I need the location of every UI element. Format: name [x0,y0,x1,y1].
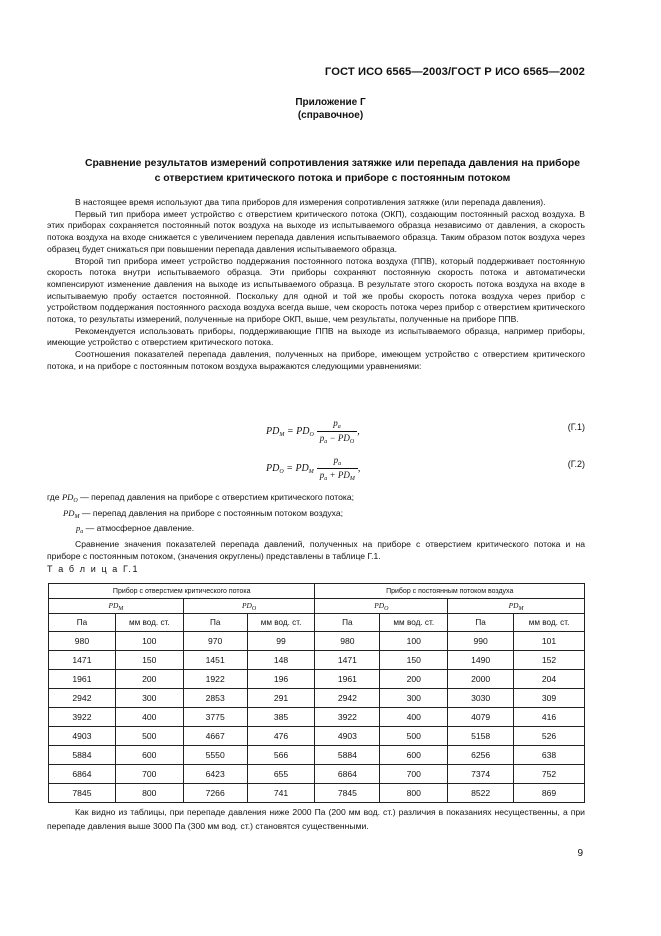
table-row [49,651,585,670]
table-cell: 2942 [315,689,380,708]
paragraph: Первый тип прибора имеет устройство с отверстием критического потока (ОКП), создающим постоянный расход воздуха. В этих приборах сохраняется постоянный поток воздуха на выходе из испытываемого образца независимо от давления, а скорость потока воздуха на входе снижается с увеличением перепада давления испытываемого образца. Таким образом поток воздуха через образец будет снижаться при повышении перепада давления испытываемого образца. [47,208,585,254]
table-cell: 7266 [183,784,247,803]
table-cell: 6864 [315,765,380,784]
table-cell: 309 [514,689,585,708]
table-cell: 1451 [183,651,247,670]
table-header-row [49,599,585,614]
title-line-2: с отверстием критического потока и приборе с постоянным потоком [154,173,511,184]
table-cell: 526 [514,727,585,746]
symbol-definitions [47,492,585,563]
table-cell: 2942 [49,689,116,708]
table-cell: 5158 [448,727,514,746]
table-row [49,708,585,727]
table-cell: 638 [514,746,585,765]
table-cell: 416 [514,708,585,727]
table-cell: 2853 [183,689,247,708]
paragraph: В настоящее время используют два типа приборов для измерения сопротивления затяжке (или перепада давления). [75,197,546,207]
table-cell: 6256 [448,746,514,765]
table-cell: 3030 [448,689,514,708]
paragraph: Второй тип прибора имеет устройство поддержания постоянного потока воздуха (ППВ), который поддерживает постоянную скорость потока внутри испытываемого образца. Эти приборы сохраняют постоянную скорость потока и автоматически компенсируют изменение давления на выходе из испытываемого образца. В результате этого скорость потока воздуха на входе в испытываемую пробу остается постоянной. Поскольку для одной и той же пробы скорость потока воздуха через прибор с устройством поддержания постоянного расхода воздуха всегда выше, чем скорость потока через прибор с отверстием критического потока, то результаты измерений, полученные на приборе ОКП, выше, чем результаты, полученные на приборе ППВ. [47,255,585,325]
table-cell: 6864 [49,765,116,784]
paragraph: Соотношения показателей перепада давления, полученных на приборе, имеющем устройство с отверстием критического потока, и на приборе с постоянным потоком воздуха выражаются следующими уравнениями: [47,349,585,371]
table-cell: 8522 [448,784,514,803]
table-cell: 3775 [183,708,247,727]
unit-header: Па [448,614,514,632]
table-cell: 800 [115,784,183,803]
table-cell: 1922 [183,670,247,689]
table-cell: 99 [247,632,315,651]
table-cell: 500 [380,727,448,746]
formula-rhs: $PD_O$ [296,425,314,438]
table-row [49,727,585,746]
table-row [49,784,585,803]
section-title [60,156,605,186]
unit-header: Па [183,614,247,632]
table-cell: 7845 [315,784,380,803]
table-cell: 300 [380,689,448,708]
table-cell: 700 [380,765,448,784]
table-cell: 800 [380,784,448,803]
table-cell: 300 [115,689,183,708]
table-cell: 5550 [183,746,247,765]
table-cell: 980 [315,632,380,651]
appendix-label: Приложение Г [295,97,366,108]
table-cell: 1471 [49,651,116,670]
table-row [49,765,585,784]
definition-pdo: где $PD_O$ — перепад давления на приборе с отверстием критического потока; [47,492,354,504]
formula-rhs: $PD_M$ [295,462,314,475]
table-row [49,670,585,689]
table-cell: 5884 [49,746,116,765]
table-cell: 148 [247,651,315,670]
column-group-header: Прибор с отверстием критического потока [49,584,315,599]
table-cell: 600 [115,746,183,765]
column-subheader: $PD_O$ [183,599,315,614]
table-cell: 200 [380,670,448,689]
table-row [49,689,585,708]
table-cell: 600 [380,746,448,765]
column-subheader: $PD_O$ [315,599,448,614]
table-header-row [49,584,585,599]
paragraph: Сравнение значения показателей перепада давлений, полученных на приборе с отверстием критического потока и на приборе с постоянным потоком, (значения округлены) представлены в таблице Г.1. [47,539,585,561]
table-unit-row [49,614,585,632]
table-cell: 3922 [315,708,380,727]
unit-header: мм вод. ст. [115,614,183,632]
unit-header: мм вод. ст. [247,614,315,632]
table-cell: 566 [247,746,315,765]
table-cell: 7845 [49,784,116,803]
unit-header: Па [49,614,116,632]
definition-pdm: $PD_M$ — перепад давления на приборе с постоянным потоком воздуха; [63,507,344,520]
table-cell: 4667 [183,727,247,746]
appendix-type: (справочное) [297,110,364,121]
table-cell: 4903 [315,727,380,746]
table-cell: 1961 [315,670,380,689]
comparison-table [48,583,585,803]
column-group-header: Прибор с постоянным потоком воздуха [315,584,585,599]
table-cell: 7374 [448,765,514,784]
unit-header: мм вод. ст. [380,614,448,632]
table-cell: 869 [514,784,585,803]
table-cell: 400 [115,708,183,727]
table-cell: 291 [247,689,315,708]
table-cell: 1961 [49,670,116,689]
table-cell: 100 [115,632,183,651]
equation-number: (Г.1) [567,422,585,432]
table-cell: 196 [247,670,315,689]
table-cell: 980 [49,632,116,651]
body-text [47,197,585,373]
table-cell: 2000 [448,670,514,689]
table-cell: 101 [514,632,585,651]
table-cell: 4079 [448,708,514,727]
unit-header: Па [315,614,380,632]
table-cell: 150 [380,651,448,670]
table-cell: 970 [183,632,247,651]
table-cell: 5884 [315,746,380,765]
page-number: 9 [577,848,583,859]
table-body [49,632,585,803]
table-cell: 100 [380,632,448,651]
column-subheader: $PD_M$ [448,599,585,614]
table-cell: 500 [115,727,183,746]
definition-pa: $p_a$ — атмосферное давление. [76,523,195,536]
table-cell: 385 [247,708,315,727]
column-subheader: $PD_M$ [49,599,184,614]
table-cell: 204 [514,670,585,689]
table-cell: 1471 [315,651,380,670]
formula-lhs: $PD_M$ [266,425,285,438]
table-cell: 150 [115,651,183,670]
title-line-1: Сравнение результатов измерений сопротивления затяжке или перепада давления на приборе [84,158,581,169]
table-cell: 476 [247,727,315,746]
table-cell: 741 [247,784,315,803]
table-cell: 700 [115,765,183,784]
document-page: ГОСТ ИСО 6565—2003/ГОСТ Р ИСО 6565—2002 Приложение Г (справочное) Сравнение результатов измерений сопротивления затяжке или перепада давления на приборе с отверстием критического потока и приборе с постоянным потоком В настоящее время используют два типа приборов для измерения сопротивления затяжке (или перепада давления). Первый тип прибора имеет устройство с отверстием критического потока (ОКП), создающим постоянный расход воздуха. В этих приборах сохраняется постоянный поток воздуха на выходе из испытываемого образца независимо от давления, а скорость потока воздуха на входе снижается с увеличением перепада давления испытываемого образца. Таким образом поток воздуха через образец будет снижаться при повышении перепада давления испытываемого образца. Второй тип прибора имеет устройство поддержания постоянного потока воздуха (ППВ), который поддерживает постоянную скорость потока внутри испытываемого образца. Эти приборы сохраняют постоянную скорость потока и автоматически компенсируют изменение давления на выходе из испытываемого образца. В результате этого скорость потока воздуха на входе в испытываемую пробу остается постоянной. Поскольку для одной и той же пробы скорость потока воздуха через прибор с устройством поддержания постоянного расхода воздуха всегда выше, чем скорость потока через прибор с отверстием критического потока, то результаты измерений, полученные на приборе ОКП, выше, чем результаты, полученные на приборе ППВ. Рекомендуется использовать приборы, поддерживающие ППВ на выходе из испытываемого образца, например приборы, имеющие устройство с отверстием критического потока. Соотношения показателей перепада давления, полученных на приборе, имеющем устройство с отверстием критического потока, и на приборе с постоянным потоком воздуха выражаются следующими уравнениями: $PD_M$ = $PD_O$ $\frac{p_a}{p_a - PD_O}$ , (Г.1) $PD_O$ = $PD_M$ $\frac{p_a}{p_a + PD_M}$ , (Г.2) где $PD_O$ — перепад давления на приборе с отверстием критического потока; $PD_M$ — перепад давления на приборе с постоянным потоком воздуха; $p_a$ — атмосферное давление. Сравнение значения показателей перепада давлений, полученных на приборе с отверстием критического потока и на приборе с постоянным потоком, (значения округлены) представлены в таблице Г.1. Т а б л и ц а Г.1 Прибор с отверстием критического потока Прибор с постоянным потоком воздуха $PD_M$ $PD_O$ $PD_O$ $PD_M$ Па мм вод. ст. Па мм вод. ст. Па мм вод. ст. Па мм вод. ст. 980 100 970 99 980 100 990 101 1471 150 1451 148 1471 150 1490 152 1961 200 1922 196 1961 200 2000 204 2942 300 2853 291 2942 300 3030 309 3922 400 3775 385 3922 400 4079 416 4903 500 4667 476 4903 500 5158 526 5884 600 5550 566 5884 600 6256 638 6864 700 6423 655 6864 700 7374 752 7845 800 7266 741 7845 800 8522 869 Как видно из таблицы, при перепаде давления ниже 2000 Па (200 мм вод. ст.) различия в показаниях несущественны, а при перепаде давления выше 3000 Па (300 мм вод. ст.) становятся существенными. 9 [0,0,661,936]
table-cell: 4903 [49,727,116,746]
table-cell: 752 [514,765,585,784]
unit-header: мм вод. ст. [514,614,585,632]
paragraph: Как видно из таблицы, при перепаде давления ниже 2000 Па (200 мм вод. ст.) различия в показаниях несущественны, а при перепаде давления выше 3000 Па (300 мм вод. ст.) становятся существенными. [47,807,585,831]
appendix-heading [0,96,661,122]
table-cell: 3922 [49,708,116,727]
table-cell: 400 [380,708,448,727]
table-cell: 200 [115,670,183,689]
conclusion-text [47,806,585,833]
table-cell: 152 [514,651,585,670]
paragraph: Рекомендуется использовать приборы, поддерживающие ППВ на выходе из испытываемого образца, например приборы, имеющие устройство с отверстием критического потока. [47,325,585,348]
equation-number: (Г.2) [567,459,585,469]
formula-fraction: $\frac{p_a}{p_a - PD_O}$ [317,418,357,445]
table-row [49,632,585,651]
formula-lhs: $PD_O$ [266,462,284,475]
table-cell: 655 [247,765,315,784]
table-cell: 1490 [448,651,514,670]
table-cell: 990 [448,632,514,651]
formula-fraction: $\frac{p_a}{p_a + PD_M}$ [317,455,358,482]
table-cell: 6423 [183,765,247,784]
table-label: Т а б л и ц а Г.1 [47,564,140,574]
table-row [49,746,585,765]
standard-header: ГОСТ ИСО 6565—2003/ГОСТ Р ИСО 6565—2002 [324,66,585,78]
